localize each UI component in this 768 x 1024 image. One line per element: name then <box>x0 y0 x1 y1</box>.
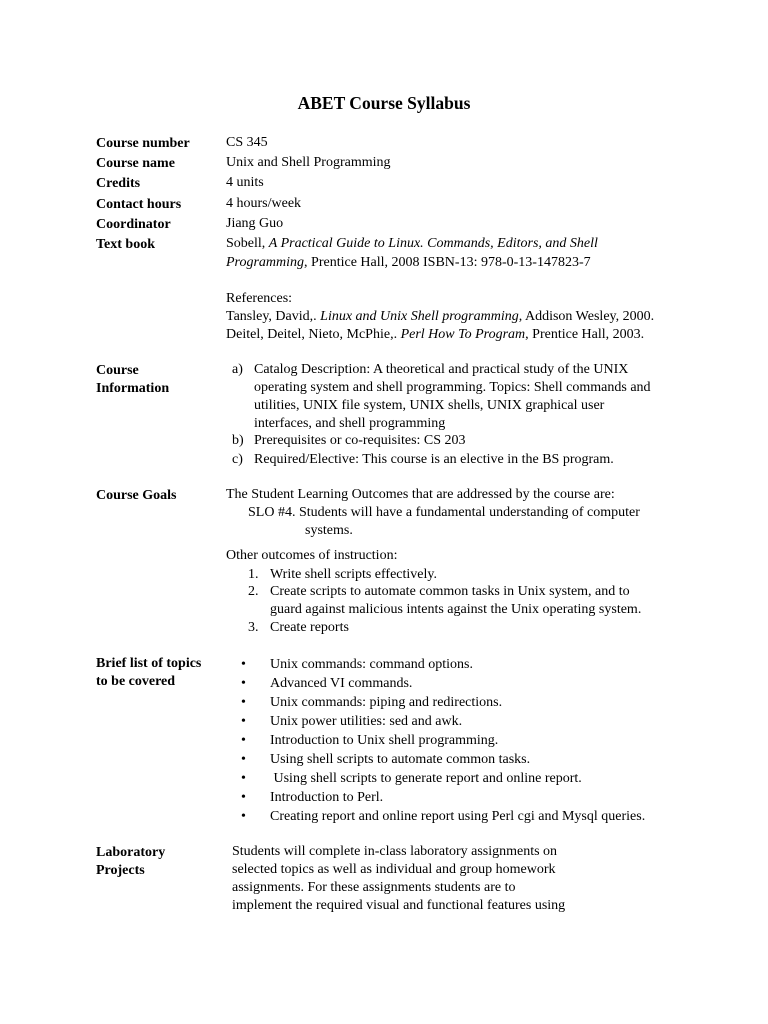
contact-hours-label: Contact hours <box>96 197 182 212</box>
required-elective-text: Required/Elective: This course is an elective in the BS program. <box>254 452 614 467</box>
catalog-description-line: operating system and shell programming. Topics: Shell commands and <box>254 380 651 395</box>
course-goals-label: Course Goals <box>96 488 177 503</box>
topic-item: Unix commands: piping and redirections. <box>270 695 503 710</box>
reference-1-author: Tansley, David,. <box>226 309 321 324</box>
topics-label-2: to be covered <box>96 674 176 689</box>
text-book-label: Text book <box>96 237 156 252</box>
catalog-description-line: utilities, UNIX file system, UNIX shells, UNIX graphical user <box>254 398 605 413</box>
course-number-value: CS 345 <box>226 135 268 150</box>
reference-2-publisher: , Prentice Hall, 2003. <box>525 327 645 342</box>
outcome-item: Write shell scripts effectively. <box>270 567 437 582</box>
topic-item: Using shell scripts to automate common tasks. <box>270 752 531 767</box>
coordinator-value: Jiang Guo <box>226 216 284 231</box>
credits-label: Credits <box>96 176 141 191</box>
topic-item: Advanced VI commands. <box>270 676 413 691</box>
bullet-icon: • <box>241 714 246 729</box>
outcome-mark: 1. <box>248 567 259 582</box>
lab-text-line: assignments. For these assignments students are to <box>232 880 516 895</box>
text-book-author: Sobell, <box>226 236 269 251</box>
reference-1-publisher: , Addison Wesley, 2000. <box>518 309 655 324</box>
lab-text-line: selected topics as well as individual and group homework <box>232 862 556 877</box>
bullet-icon: • <box>241 790 246 805</box>
slo-intro: The Student Learning Outcomes that are addressed by the course are: <box>226 487 615 502</box>
bullet-icon: • <box>241 752 246 767</box>
reference-2-title: Perl How To Program <box>400 327 526 342</box>
course-info-mark-c: c) <box>232 452 243 467</box>
course-info-mark-a: a) <box>232 362 243 377</box>
course-info-label-2: Information <box>96 381 170 396</box>
bullet-icon: • <box>241 809 246 824</box>
topic-item: Using shell scripts to generate report and online report. <box>270 771 582 786</box>
course-name-value: Unix and Shell Programming <box>226 155 391 170</box>
topic-item: Unix power utilities: sed and awk. <box>270 714 463 729</box>
outcome-mark: 3. <box>248 620 259 635</box>
credits-value: 4 units <box>226 175 264 190</box>
lab-label-2: Projects <box>96 863 145 878</box>
outcome-mark: 2. <box>248 584 259 599</box>
outcome-item: Create reports <box>270 620 349 635</box>
course-name-label: Course name <box>96 156 175 171</box>
topic-item: Introduction to Unix shell programming. <box>270 733 499 748</box>
outcome-item: Create scripts to automate common tasks in Unix system, and to <box>270 584 630 599</box>
bullet-icon: • <box>241 695 246 710</box>
reference-2 <box>226 326 644 344</box>
bullet-icon: • <box>241 771 246 786</box>
course-number-label: Course number <box>96 136 190 151</box>
other-outcomes-heading: Other outcomes of instruction: <box>226 548 398 563</box>
lab-text-line: Students will complete in-class laboratory assignments on <box>232 844 558 859</box>
course-info-mark-b: b) <box>232 433 244 448</box>
topics-label-1: Brief list of topics <box>96 656 202 671</box>
text-book-publisher: , Prentice Hall, 2008 ISBN-13: 978-0-13-147823-7 <box>304 255 591 270</box>
contact-hours-value: 4 hours/week <box>226 196 302 211</box>
slo-line: SLO #4. Students will have a fundamental understanding of computer <box>248 505 640 520</box>
text-book-title: A Practical Guide to Linux. Commands, Editors, and Shell <box>268 236 598 251</box>
prerequisites-text: Prerequisites or co-requisites: CS 203 <box>254 433 466 448</box>
text-book-line-1 <box>226 235 598 253</box>
page-title: ABET Course Syllabus <box>297 93 471 113</box>
bullet-icon: • <box>241 733 246 748</box>
references-heading: References: <box>226 291 293 306</box>
lab-text-line: implement the required visual and functional features using <box>232 898 566 913</box>
reference-2-author: Deitel, Deitel, Nieto, McPhie,. <box>226 327 401 342</box>
topic-item: Introduction to Perl. <box>270 790 384 805</box>
coordinator-label: Coordinator <box>96 217 171 232</box>
outcome-item: guard against malicious intents against the Unix operating system. <box>270 602 642 617</box>
text-book-line-2 <box>226 254 591 272</box>
catalog-description-line: Catalog Description: A theoretical and practical study of the UNIX <box>254 362 629 377</box>
reference-1-title: Linux and Unix Shell programming <box>320 309 519 324</box>
catalog-description-line: interfaces, and shell programming <box>254 416 446 431</box>
bullet-icon: • <box>241 657 246 672</box>
topic-item: Creating report and online report using Perl cgi and Mysql queries. <box>270 809 646 824</box>
topic-item: Unix commands: command options. <box>270 657 473 672</box>
text-book-title-cont: Programming <box>226 255 305 270</box>
lab-label-1: Laboratory <box>96 845 166 860</box>
reference-1 <box>226 308 654 326</box>
slo-line: systems. <box>305 523 353 538</box>
course-info-label-1: Course <box>96 363 139 378</box>
bullet-icon: • <box>241 676 246 691</box>
